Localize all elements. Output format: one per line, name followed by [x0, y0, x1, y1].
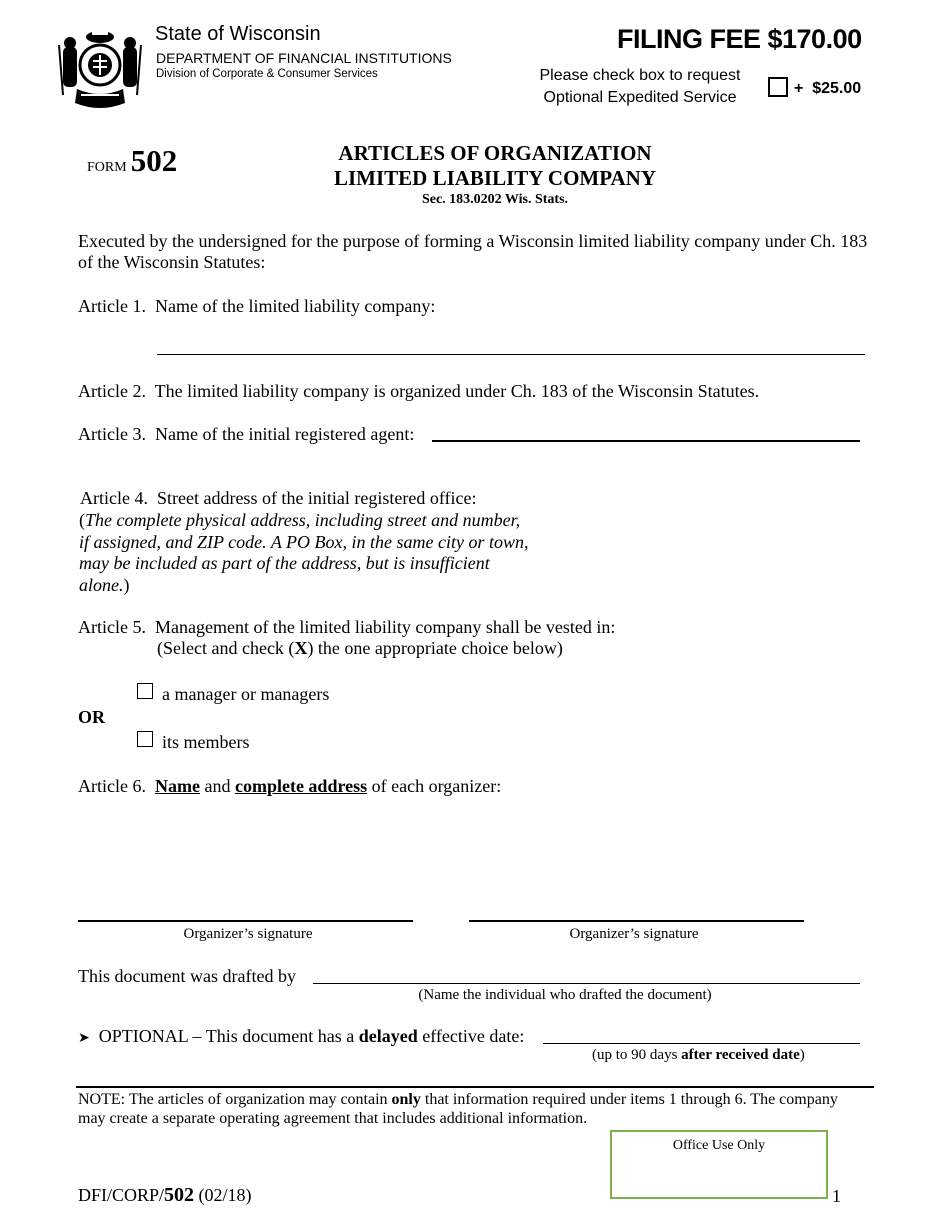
article-5-instruction: [157, 638, 563, 659]
a6-pre: Article 6.: [78, 776, 151, 796]
statute-reference: Sec. 183.0202 Wis. Stats.: [421, 192, 569, 207]
a6-and: and: [199, 776, 235, 796]
delayed-date-note: [592, 1047, 805, 1064]
opt-bold: delayed: [358, 1026, 418, 1046]
article-6-label: [78, 776, 501, 797]
llc-name-field[interactable]: [157, 354, 865, 355]
managers-checkbox[interactable]: [137, 683, 153, 699]
fc-num: 502: [164, 1184, 195, 1206]
form-word: FORM: [87, 160, 127, 175]
state-seal-logo: [55, 25, 145, 113]
expedite-fee: + $25.00: [794, 80, 862, 97]
expedite-text-1: Please check box to request: [539, 67, 741, 84]
bullet-arrow-icon: ➤: [78, 1031, 90, 1046]
members-checkbox[interactable]: [137, 731, 153, 747]
article-4-note-text: The complete physical address, including street and number, if assigned, and ZIP code. A PO Box, in the same city or town, may be included as part of the address, but is insufficient alone.: [79, 510, 529, 595]
opt-pre: OPTIONAL – This document has a: [98, 1026, 359, 1046]
note-text: [78, 1090, 868, 1128]
state-name: State of Wisconsin: [155, 23, 321, 45]
signature-label-2: Organizer’s signature: [569, 926, 699, 942]
a5-post: ) the one appropriate choice below): [307, 638, 563, 658]
office-use-label: Office Use Only: [672, 1138, 766, 1153]
a6-post: of each organizer:: [367, 776, 502, 796]
article-4-label: Article 4. Street address of the initial registered office:: [80, 488, 477, 508]
form-number: 502: [130, 143, 178, 178]
note-divider: [76, 1086, 874, 1088]
dd-post: ): [799, 1047, 805, 1063]
members-option-label: its members: [162, 732, 250, 752]
note-bold: only: [391, 1091, 421, 1108]
a5-pre: (Select and check (: [157, 638, 295, 658]
registered-agent-field[interactable]: [432, 440, 860, 442]
delayed-date-field[interactable]: [543, 1043, 860, 1044]
optional-delayed-label: [78, 1026, 524, 1047]
fc-date: (02/18): [194, 1185, 252, 1205]
expedite-checkbox[interactable]: [768, 77, 788, 97]
signature-label-1: Organizer’s signature: [183, 926, 313, 942]
intro-text: Executed by the undersigned for the purpose of forming a Wisconsin limited liability company under Ch. 183 of the Wisconsin Statutes:: [78, 231, 868, 272]
note-post: that information required under items 1 through 6. The company may create a separate operating agreement that includes additional information.: [78, 1091, 838, 1127]
drafted-by-field[interactable]: [313, 983, 860, 984]
article-2-text: Article 2. The limited liability company is organized under Ch. 183 of the Wisconsin Statutes.: [78, 381, 760, 401]
note-pre: NOTE: The articles of organization may contain: [78, 1091, 392, 1108]
drafted-by-note: (Name the individual who drafted the document): [418, 987, 712, 1003]
article-4-note: (The complete physical address, including street and number, if assigned, and ZIP code. A PO Box, in the same city or town, may be included as part of the address, but is insufficient alone.): [79, 510, 529, 595]
dd-bold: after received date: [681, 1047, 800, 1063]
page-number: 1: [832, 1186, 841, 1206]
form-title-1: ARTICLES OF ORGANIZATION: [338, 141, 652, 165]
office-use-box: [610, 1130, 828, 1199]
form-title-2: LIMITED LIABILITY COMPANY: [333, 166, 657, 190]
a6-address: complete address: [234, 776, 368, 796]
a6-name: Name: [154, 776, 200, 796]
article-5-label: Article 5. Management of the limited liability company shall be vested in:: [78, 617, 616, 637]
expedite-text-2: Optional Expedited Service: [543, 89, 737, 106]
opt-post: effective date:: [417, 1026, 525, 1046]
division-name: Division of Corporate & Consumer Services: [156, 68, 378, 80]
filing-fee: FILING FEE $170.00: [617, 24, 862, 54]
form-code: [78, 1184, 252, 1207]
form-number-label: [87, 143, 177, 179]
managers-option-label: a manager or managers: [162, 684, 330, 704]
signature-line-2[interactable]: [469, 920, 804, 922]
drafted-by-label: This document was drafted by: [78, 966, 296, 986]
dd-pre: (up to 90 days: [592, 1047, 682, 1063]
article-1-label: Article 1. Name of the limited liability company:: [78, 296, 436, 316]
or-label: OR: [78, 707, 105, 727]
article-3-label: Article 3. Name of the initial registered agent:: [78, 424, 415, 444]
signature-line-1[interactable]: [78, 920, 413, 922]
a5-x: X: [294, 638, 308, 658]
fc-pre: DFI/CORP/: [78, 1185, 165, 1205]
department-name: DEPARTMENT OF FINANCIAL INSTITUTIONS: [156, 50, 452, 66]
